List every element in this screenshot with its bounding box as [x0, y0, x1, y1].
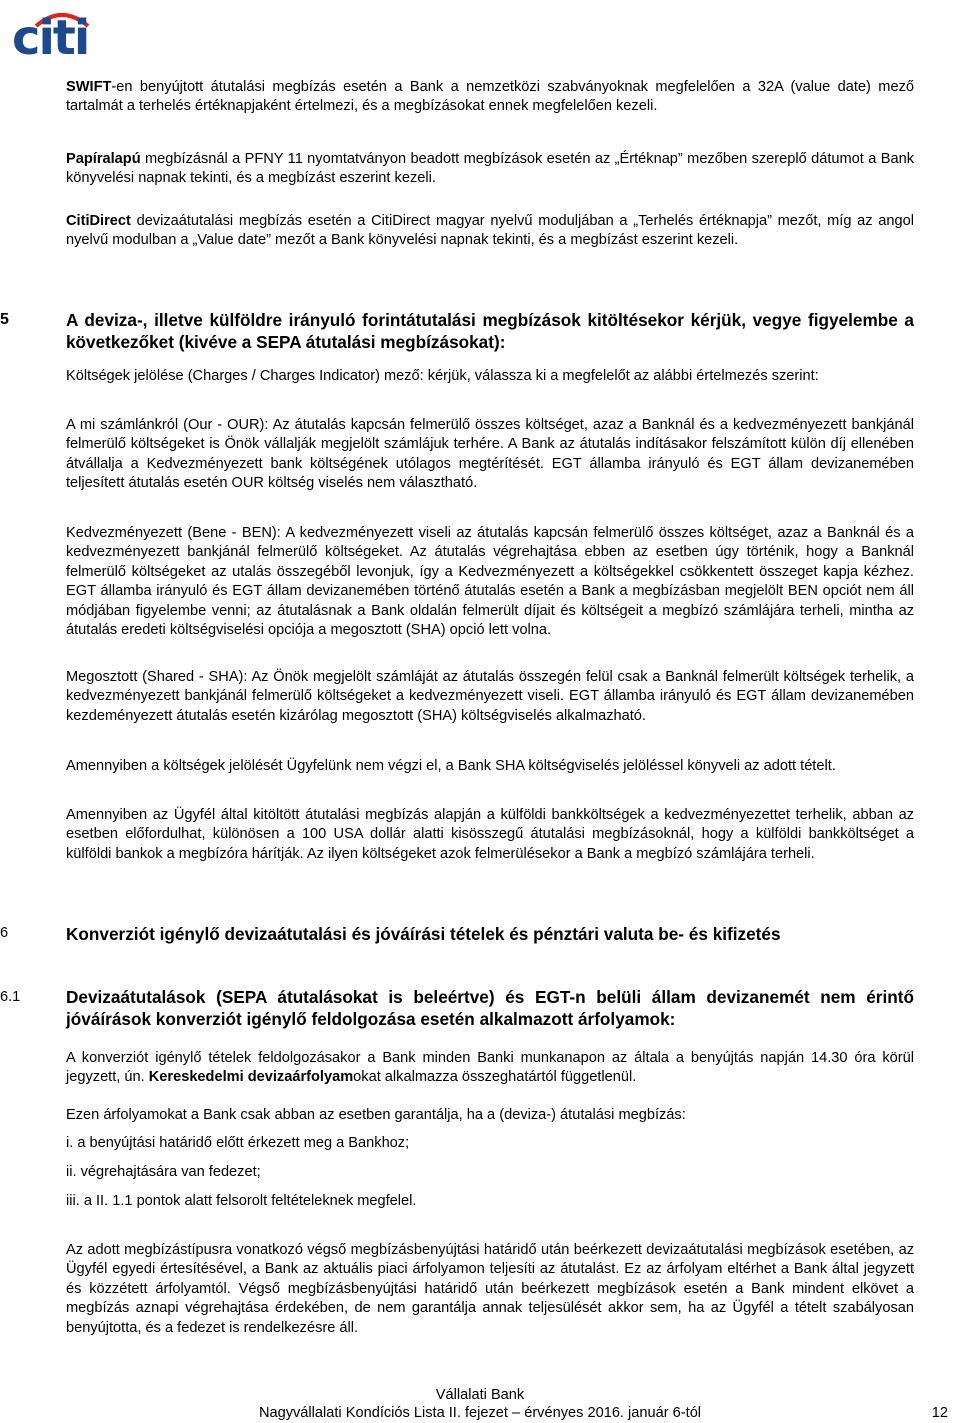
- papir-bold: Papíralapú: [66, 151, 141, 167]
- papir-text: megbízásnál a PFNY 11 nyomtatványon beadott megbízások esetén az „Értéknap” mezőben szereplő dátumot a Bank könyvelési napnak tekinti, és a megbízást eszerint kezeli.: [66, 151, 914, 187]
- paragraph-citidirect: [66, 212, 914, 251]
- condition-item-2: ii. végrehajtására van fedezet;: [66, 1164, 261, 1180]
- citi-logo: [12, 8, 96, 66]
- section-6-title: Konverziót igénylő devizaátutalási és jóváírási tételek és pénztári valuta be- és kifizetés: [66, 924, 781, 944]
- logo-text: citi: [12, 10, 89, 66]
- section-6-1-p1-bold: Kereskedelmi devizaárfolyam: [148, 1069, 354, 1086]
- section-5-paragraph-1: Költségek jelölése (Charges / Charges Indicator) mező: kérjük, válassza ki a megfelelőt az alábbi értelmezés szerint:: [66, 368, 819, 384]
- section-6-1-number: 6.1: [0, 989, 21, 1005]
- section-6-1-paragraph-1: [66, 1049, 914, 1088]
- section-6-1-p1-end: okat alkalmazza összeghatártól függetlenül.: [353, 1069, 637, 1086]
- section-5-paragraph-foreign-costs: Amennyiben az Ügyfél által kitöltött átutalási megbízás alapján a külföldi bankköltségek a kedvezményezettet terhelik, abban az esetben előfordulhat, különösen a 100 USA dollár alatti kisösszegű átutalási megbízásoknál, hogy a külföldi bankköltséget a külföldi bankok a megbízóra hárítják. Az ilyen költségeket azok felmerülésekor a Bank a megbízó számlájára terheli.: [66, 807, 914, 862]
- page-number: 12: [931, 1405, 948, 1421]
- section-6-number: 6: [0, 925, 9, 941]
- section-5-number: 5: [0, 311, 9, 328]
- section-5-paragraph-our: A mi számlánkról (Our - OUR): Az átutalás kapcsán felmerülő összes költséget, azaz a Banknál és a kedvezményezett bankjánál felmerülő költségeket is Önök vállalják megjelölt számlájuk terhére. A Bank az átutalás indításakor felszámított külön díj ellenében átvállalja a Kedvezményezett bank költségének utólagos megtérítését. EGT államba irányuló és EGT állam devizanemében teljesített átutalás esetén OUR költség viselés nem választható.: [66, 417, 914, 492]
- section-5-paragraph-sha: Megosztott (Shared - SHA): Az Önök megjelölt számláját az átutalás összegén felül csak a Banknál felmerült költségek terhelik, a kedvezményezett bankjánál felmerülő költségeket a kedvezményezett viseli. EGT államba irányuló és EGT állam devizanemében kezdeményezett átutalás esetén kizárólag megosztott (SHA) költségviselés alkalmazható.: [66, 669, 914, 724]
- section-6-1-title: Devizaátutalások (SEPA átutalásokat is beleértve) és EGT-n belüli állam devizanemét nem érintő jóváírások konverziót igénylő feldolgozása esetén alkalmazott árfolyamok:: [66, 987, 914, 1029]
- footer-bank-name: Vállalati Bank: [435, 1387, 525, 1403]
- section-6-1-paragraph-2: Ezen árfolyamokat a Bank csak abban az esetben garantálja, ha a (deviza-) átutalási megbízás:: [66, 1107, 686, 1123]
- condition-item-3: iii. a II. 1.1 pontok alatt felsorolt feltételeknek megfelel.: [66, 1193, 417, 1209]
- swift-bold: SWIFT: [66, 79, 112, 95]
- paragraph-papiralapu: [66, 150, 914, 189]
- section-5-paragraph-ben: Kedvezményezett (Bene - BEN): A kedvezményezett viseli az átutalás kapcsán felmerülő összes költséget, azaz a Banknál és a kedvezményezett bankjánál felmerülő költségeket. Az átutalás végrehajtása ebben az esetben úgy történik, hogy a Banknál felmerülő költségeket az utalás összegéből levonjuk, így a Kedvezményezett a költségekkel csökkentett összeget kapja kézhez. EGT államba irányuló és EGT állam devizanemében történő átutalás esetén a Bank a megbízásban megjelölt BEN opciót nem áll módjában figyelembe venni; az átutalásnak a Bank oldalán felmerült díjait és költségeit a megbízó számlájára terheli, mintha az átutalás eredeti költségviselési opciója a megosztott (SHA) opció lett volna.: [66, 525, 914, 639]
- swift-text: -en benyújtott átutalási megbízás esetén a Bank a nemzetközi szabványoknak megfelelően a 32A (value date) mező tartalmát a terhelés értéknapjaként értelmezi, és a megbízásokat ennek megfelelően kezeli.: [66, 79, 914, 115]
- paragraph-swift: [66, 78, 914, 117]
- condition-item-1: i. a benyújtási határidő előtt érkezett meg a Bankhoz;: [66, 1135, 410, 1151]
- section-6-1-paragraph-3: Az adott megbízástípusra vonatkozó végső megbízásbenyújtási határidő után beérkezett devizaátutalási megbízások esetében, az Ügyfél egyedi értesítésével, a Bank az aktuális piaci árfolyamon teljesíti az átutalást. Ez az árfolyam eltérhet a Bank által jegyzett és közzétett árfolyamtól. Végső megbízásbenyújtási határidő után beérkezett megbízások esetén a Bank mindent elkövet a megbízás aznapi végrehajtása érdekében, de nem garantálja annak teljesülését akkor sem, ha az Ügyfél a tételt szabályosan benyújtotta, és a fedezet is rendelkezésre áll.: [66, 1242, 914, 1336]
- citidirect-text: devizaátutalási megbízás esetén a CitiDirect magyar nyelvű moduljában a „Terhelés értéknapja” mezőt, míg az angol nyelvű modulban a „Value date” mezőt a Bank könyvelési napnak tekinti, és a megbízást eszerint kezeli.: [66, 213, 914, 249]
- section-6-1-p1-start: A konverziót igénylő tételek feldolgozásakor a Bank minden Banki munkanapon az általa a benyújtás napján 14.30 óra körül jegyzett, ún.: [66, 1050, 914, 1086]
- footer-document-title: Nagyvállalati Kondíciós Lista II. fejezet – érvényes 2016. január 6-tól: [258, 1405, 702, 1421]
- section-5-paragraph-default: Amennyiben a költségek jelölését Ügyfelünk nem végzi el, a Bank SHA költségviselés jelöléssel könyveli az adott tételt.: [66, 758, 836, 774]
- citidirect-bold: CitiDirect: [66, 213, 131, 229]
- section-5-title: A deviza-, illetve külföldre irányuló forintátutalási megbízások kitöltésekor kérjük, vegye figyelembe a következőket (kivéve a SEPA átutalási megbízásokat):: [66, 310, 914, 352]
